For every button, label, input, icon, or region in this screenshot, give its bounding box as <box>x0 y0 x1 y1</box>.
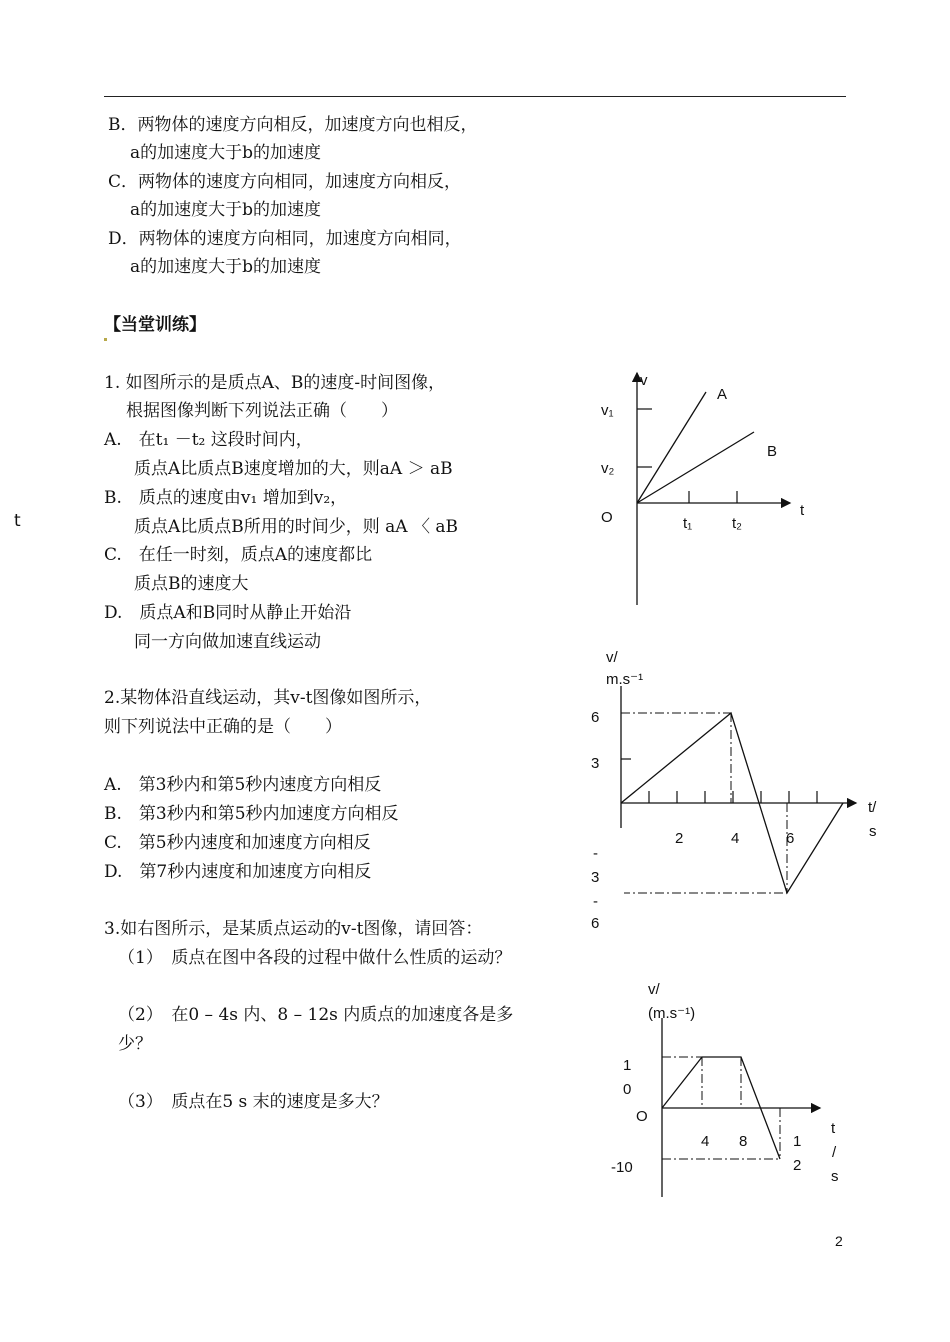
graph-3-velocity-time <box>611 981 839 1197</box>
graph1-t2-label: t₂ <box>732 515 742 532</box>
graph1-v-label: v <box>640 372 648 389</box>
graph2-yn6-minus: - <box>593 893 598 910</box>
graph2-y3-label: 3 <box>591 755 600 772</box>
q1-option-d-line1: D. 质点A和B同时从静止开始沿 <box>104 603 352 623</box>
graph2-y6-label: 6 <box>591 709 600 726</box>
graph3-x8-label: 8 <box>739 1133 748 1150</box>
q3-sub1: （1） 质点在图中各段的过程中做什么性质的运动？ <box>118 948 512 968</box>
q2-option-c: C. 第5秒内速度和加速度方向相反 <box>104 833 371 853</box>
graph1-line-b-label: B <box>767 443 778 460</box>
option-d-line1: D．两物体的速度方向相同，加速度方向相同， <box>108 229 462 249</box>
graph2-x2-label: 2 <box>675 830 684 847</box>
graph1-t1-label: t₁ <box>683 515 693 532</box>
option-b-line1: B．两物体的速度方向相反，加速度方向也相反， <box>108 115 478 135</box>
graph3-x12-digit2: 2 <box>793 1157 802 1174</box>
graph3-yn10-label: -10 <box>611 1159 633 1176</box>
q3-stem: 3.如右图所示，是某质点运动的v-t图像，请回答： <box>104 919 483 939</box>
section-title: 【当堂训练】 <box>104 315 206 335</box>
graph1-t-label: t <box>800 502 805 519</box>
graph3-xlabel-line3: s <box>831 1168 839 1185</box>
graph1-v2-label: v₂ <box>601 460 615 477</box>
q2-option-b: B. 第3秒内和第5秒内加速度方向相反 <box>104 804 399 824</box>
graph-2-velocity-time <box>591 649 877 948</box>
q1-option-b-line2: 质点A比质点B所用的时间少，则 aA 〈 aB <box>134 517 459 537</box>
graph3-y10-digit2: 0 <box>623 1081 632 1098</box>
q1-option-a-line2: 质点A比质点B速度增加的大，则aA ＞ aB <box>134 459 453 479</box>
q3-sub2-line1: （2） 在0 – 4s 内、8 – 12s 内质点的加速度各是多 <box>118 1005 514 1025</box>
graph2-yn6-digit: 6 <box>591 915 600 932</box>
graph3-y10-digit1: 1 <box>623 1057 632 1074</box>
graph3-x4-label: 4 <box>701 1133 710 1150</box>
graph2-yn3-digit: 3 <box>591 869 600 886</box>
graph2-yn3-minus: - <box>593 845 598 862</box>
q1-option-c-line2: 质点B的速度大 <box>134 574 249 594</box>
graph3-origin-label: O <box>636 1108 648 1125</box>
graph2-xlabel-line2: s <box>869 823 877 840</box>
q2-option-d: D. 第7秒内速度和加速度方向相反 <box>104 862 372 882</box>
q1-option-c-line1: C. 在任一时刻，质点A的速度都比 <box>104 545 373 565</box>
graph2-x6-label: 6 <box>786 830 795 847</box>
option-c-line2: a的加速度大于b的加速度 <box>130 200 322 220</box>
q3-sub2-line2: 少？ <box>118 1034 152 1054</box>
q1-stem-line2: 根据图像判断下列说法正确（ ） <box>126 401 398 421</box>
page-number: 2 <box>835 1233 843 1249</box>
graph3-ylabel-line2: (m.s⁻¹) <box>648 1005 696 1022</box>
q2-option-a: A. 第3秒内和第5秒内速度方向相反 <box>104 775 382 795</box>
q2-stem-line2: 则下列说法中正确的是（ ） <box>104 717 342 737</box>
graph2-axis-gap <box>612 828 624 948</box>
graph3-ylabel-line1: v/ <box>648 981 660 998</box>
q1-stem-line1: 1. 如图所示的是质点A、B的速度-时间图像， <box>104 373 446 393</box>
margin-letter: t <box>14 511 21 531</box>
graph1-v1-label: v₁ <box>601 402 614 419</box>
graph2-x4-label: 4 <box>731 830 740 847</box>
q1-option-d-line2: 同一方向做加速直线运动 <box>134 632 321 652</box>
graph2-ylabel-line1: v/ <box>606 649 618 666</box>
option-d-line2: a的加速度大于b的加速度 <box>130 257 322 277</box>
graph1-origin-label: O <box>601 509 613 526</box>
graph-1-velocity-time-ab <box>601 372 805 605</box>
option-c-line1: C．两物体的速度方向相同，加速度方向相反， <box>108 172 462 192</box>
graph2-xlabel-line1: t/ <box>868 799 877 816</box>
q2-stem-line1: 2.某物体沿直线运动，其v-t图像如图所示， <box>104 688 432 708</box>
graph3-x12-digit1: 1 <box>793 1133 802 1150</box>
q1-option-b-line1: B. 质点的速度由v₁ 增加到v₂， <box>104 488 348 508</box>
q1-option-a-line1: A. 在t₁ －t₂ 这段时间内， <box>104 430 313 450</box>
graph2-ylabel-line2: m.s⁻¹ <box>606 671 644 688</box>
q3-sub3: （3） 质点在5 s 末的速度是多大？ <box>118 1092 389 1112</box>
graph3-xlabel-line2: / <box>832 1144 837 1161</box>
graph1-line-a-label: A <box>717 386 728 403</box>
graph3-xlabel-line1: t <box>831 1120 836 1137</box>
option-b-line2: a的加速度大于b的加速度 <box>130 143 322 163</box>
